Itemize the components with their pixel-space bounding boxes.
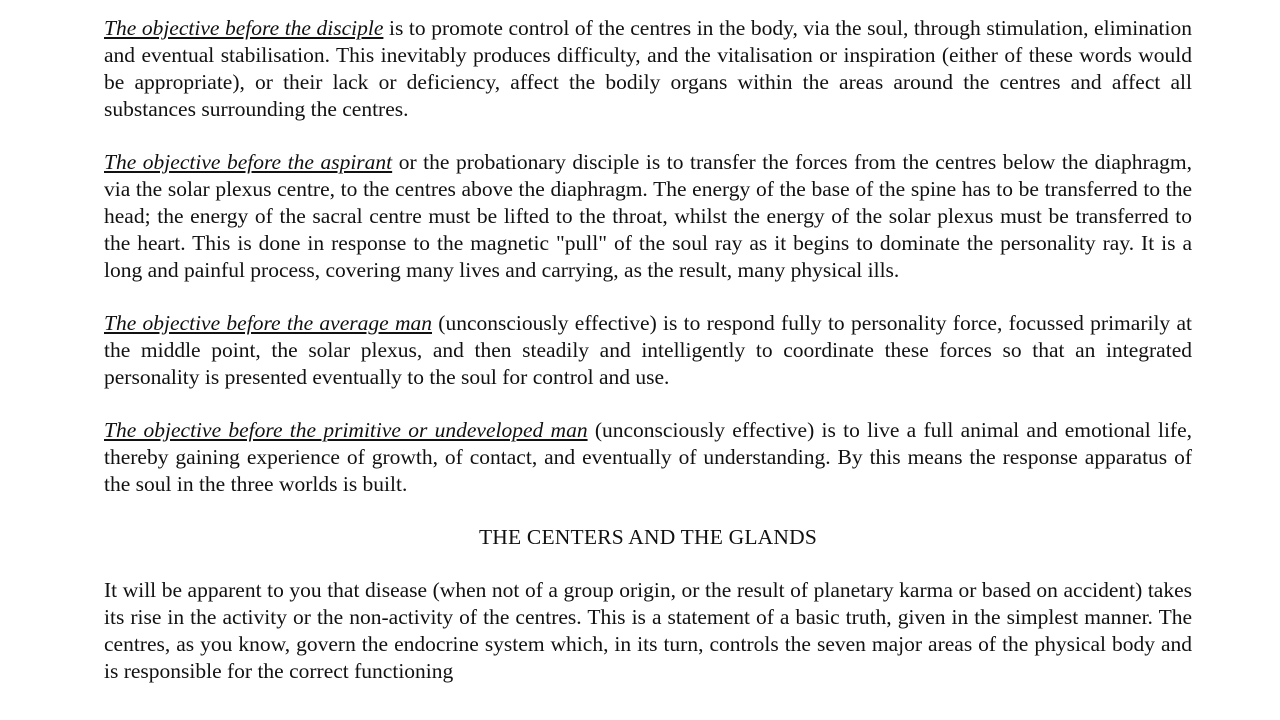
paragraph-lead-aspirant: The objective before the aspirant <box>104 150 393 174</box>
paragraph-aspirant <box>104 149 1192 284</box>
paragraph-text-primitive-man: (unconsciously effective) is to live a full animal and emotional life, thereby gaining experience of growth, of contact, and eventually of understanding. By this means the response apparatus of the soul in the three worlds is built. <box>104 418 1192 496</box>
paragraph-primitive-man <box>104 417 1192 498</box>
paragraph-centres-glands: It will be apparent to you that disease (when not of a group origin, or the result of planetary karma or based on accident) takes its rise in the activity or the non-activity of the centres. This is a statement of a basic truth, given in the simplest manner. The centres, as you know, govern the endocrine system which, in its turn, controls the seven major areas of the physical body and is responsible for the correct functioning <box>104 578 1192 683</box>
paragraph-text-aspirant: or the probationary disciple is to transfer the forces from the centres below the diaphragm, via the solar plexus centre, to the centres above the diaphragm. The energy of the base of the spine has to be transferred to the head; the energy of the sacral centre must be lifted to the throat, whilst the energy of the solar plexus must be transferred to the heart. This is done in response to the magnetic "pull" of the soul ray as it begins to dominate the personality ray. It is a long and painful process, covering many lives and carrying, as the result, many physical ills. <box>104 150 1192 282</box>
paragraph-lead-disciple: The objective before the disciple <box>104 16 384 40</box>
paragraph-average-man <box>104 310 1192 391</box>
document-page <box>104 15 1192 685</box>
paragraph-lead-average-man: The objective before the average man <box>104 311 432 335</box>
section-heading: THE CENTERS AND THE GLANDS <box>478 525 818 549</box>
paragraph-disciple <box>104 15 1192 123</box>
paragraph-text-average-man: (unconsciously effective) is to respond fully to personality force, focussed primarily at the middle point, the solar plexus, and then steadily and intelligently to coordinate these forces so that an integrated personality is presented eventually to the soul for control and use. <box>104 311 1192 389</box>
paragraph-lead-primitive-man: The objective before the primitive or undeveloped man <box>104 418 588 442</box>
paragraph-text-disciple: is to promote control of the centres in the body, via the soul, through stimulation, elimination and eventual stabilisation. This inevitably produces difficulty, and the vitalisation or inspiration (either of these words would be appropriate), or their lack or deficiency, affect the bodily organs within the areas around the centres and affect all substances surrounding the centres. <box>104 16 1192 121</box>
